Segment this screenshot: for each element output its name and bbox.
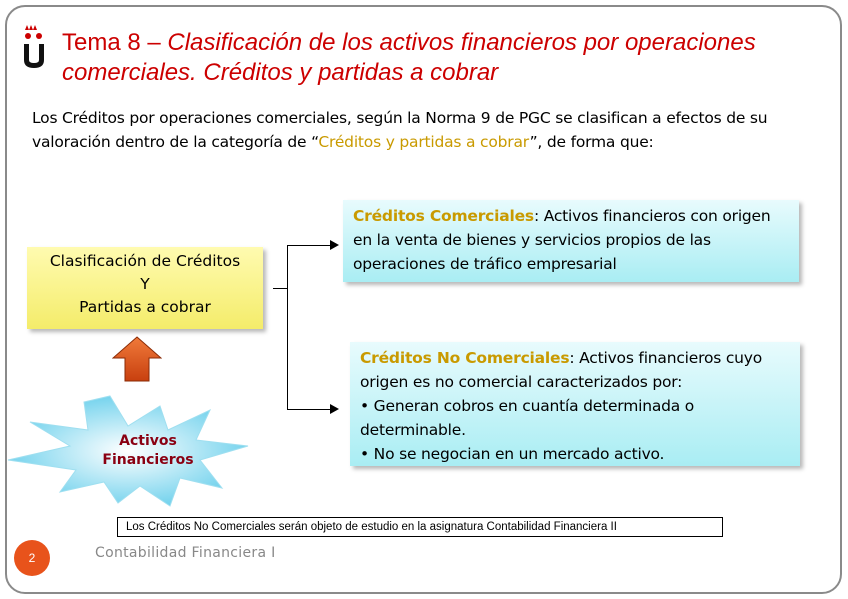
connector-top <box>287 245 331 246</box>
no-comerciales-box <box>350 342 800 466</box>
classification-line-2: Y <box>140 275 150 293</box>
comerciales-box <box>343 200 799 282</box>
intro-paragraph <box>32 106 812 154</box>
intro-text-1: Los Créditos por operaciones comerciales, según la Norma 9 de PGC se clasifican a efectos de su valoración dentro de la categoría de “ <box>32 109 768 151</box>
connector-horizontal <box>273 288 287 289</box>
no-comerciales-term: Créditos No Comerciales <box>360 349 570 367</box>
footnote-box: Los Créditos No Comerciales serán objeto de estudio en la asignatura Contabilidad Financiera II <box>117 517 723 537</box>
classification-box <box>27 247 263 329</box>
star-line-2: Financieros <box>102 452 194 468</box>
arrow-up-icon <box>112 336 162 382</box>
intro-highlight: Créditos y partidas a cobrar <box>318 133 530 151</box>
footer-course: Contabilidad Financiera I <box>95 545 276 561</box>
classification-line-3: Partidas a cobrar <box>79 298 211 316</box>
no-comerciales-bullet-1: • Generan cobros en cuantía determinada o determinable. <box>360 397 695 439</box>
intro-text-2: ”, de forma que: <box>529 133 654 151</box>
slide-title <box>62 28 832 88</box>
connector-vertical <box>287 245 288 410</box>
star-line-1: Activos <box>119 433 177 449</box>
title-italic: Clasificación de los activos financieros por operaciones comerciales. Créditos y partidas a cobrar <box>62 29 756 86</box>
page-number-badge: 2 <box>14 540 50 576</box>
arrow-right-icon <box>330 240 339 250</box>
university-logo-icon <box>20 22 48 70</box>
no-comerciales-bullet-2: • No se negocian en un mercado activo. <box>360 445 665 463</box>
comerciales-text: : Activos financieros con origen en la venta de bienes y servicios propios de las operaciones de tráfico empresarial <box>353 207 771 273</box>
arrow-right-icon <box>330 404 339 414</box>
star-label <box>88 432 208 470</box>
classification-line-1: Clasificación de Créditos <box>49 252 241 270</box>
comerciales-term: Créditos Comerciales <box>353 207 534 225</box>
title-prefix: Tema 8 – <box>62 29 168 56</box>
no-comerciales-text: : Activos financieros cuyo origen es no comercial caracterizados por: <box>360 349 763 391</box>
